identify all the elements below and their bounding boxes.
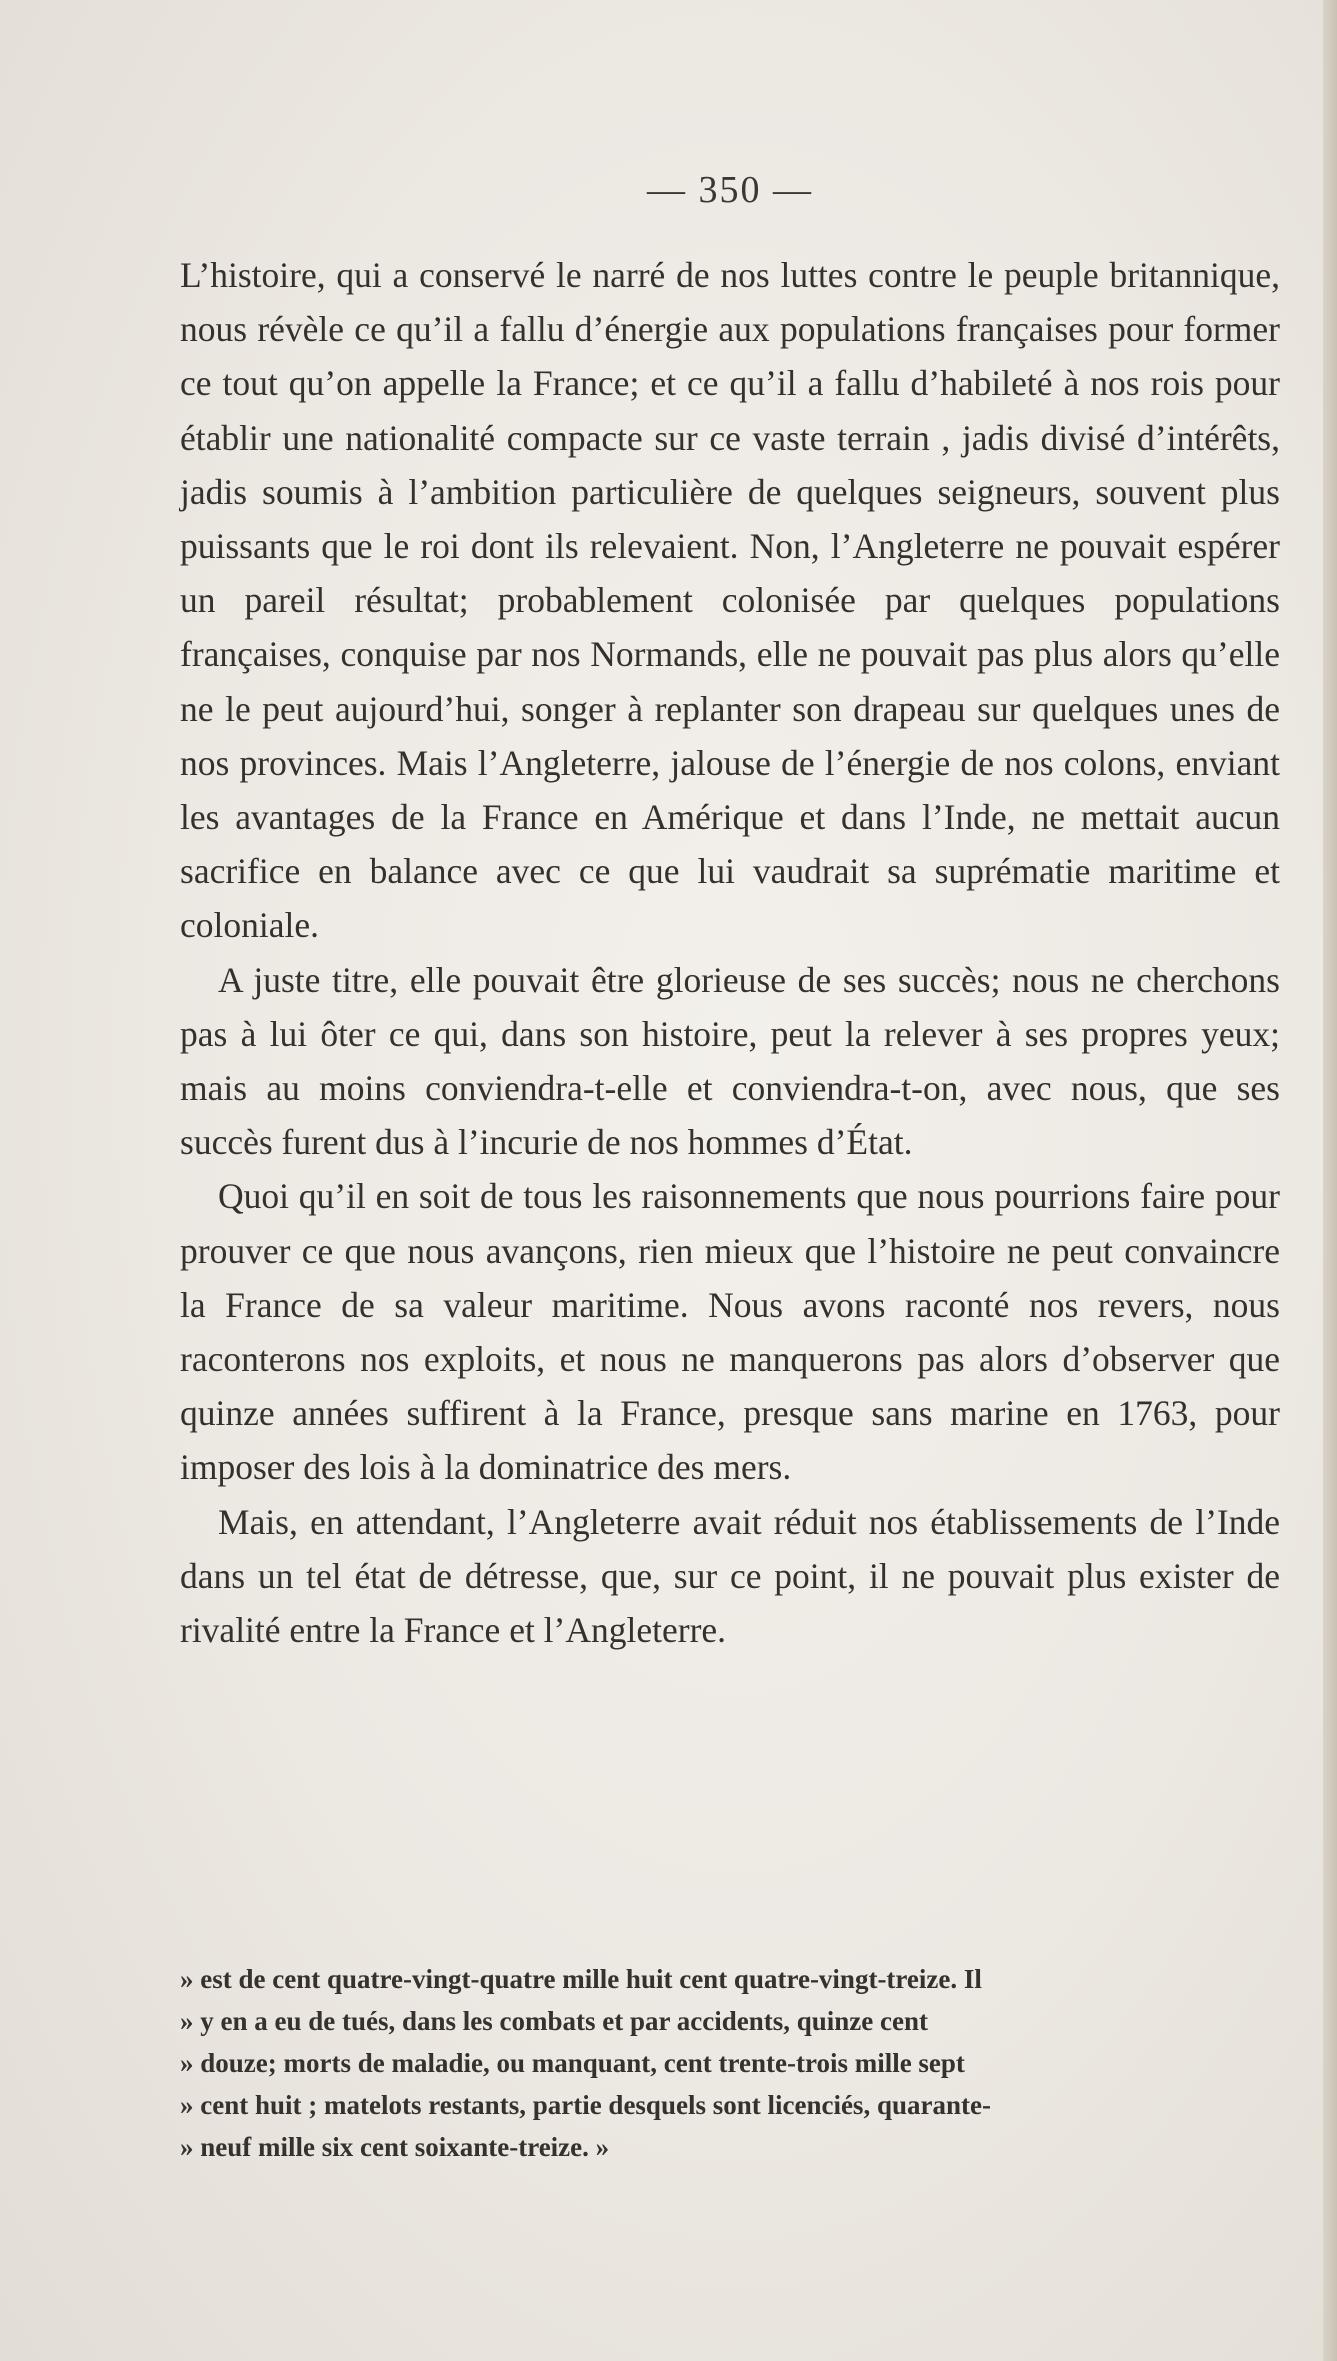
paragraph-1: L’histoire, qui a conservé le narré de nos luttes contre le peuple britannique, nous révèle ce qu’il a fallu d’énergie aux populations françaises pour former ce tout qu’on appelle la France; et ce qu’il a fallu d’habileté à nos rois pour établir une nationalité compacte sur ce vaste terrain , jadis divisé d’intérêts, jadis soumis à l’ambition particulière de quelques seigneurs, souvent plus puissants que le roi dont ils relevaient. Non, l’Angleterre ne pouvait espérer un pareil résultat; probablement colonisée par quelques populations françaises, conquise par nos Normands, elle ne pouvait pas plus alors qu’elle ne le peut aujourd’hui, songer à replanter son drapeau sur quelques unes de nos provinces. Mais l’Angleterre, jalouse de l’énergie de nos colons, enviant les avantages de la France en Amérique et dans l’Inde, ne mettait aucun sacrifice en balance avec ce que lui vaudrait sa suprématie maritime et coloniale. bbox=[180, 255, 1280, 946]
paragraph-2: A juste titre, elle pouvait être glorieuse de ses succès; nous ne cherchons pas à lui ôter ce qui, dans son histoire, peut la relever à ses propres yeux; mais au moins conviendra-t-elle et conviendra-t-on, avec nous, que ses succès furent dus à l’incurie de nos hommes d’État. bbox=[180, 959, 1280, 1163]
footnote-line: » neuf mille six cent soixante-treize. » bbox=[180, 2132, 610, 2162]
paragraph-4: Mais, en attendant, l’Angleterre avait réduit nos établissements de l’Inde dans un tel état de détresse, que, sur ce point, il ne pouvait plus exister de rivalité entre la France et l’Angleterre. bbox=[180, 1501, 1280, 1651]
page-edge bbox=[1323, 0, 1337, 2361]
footnote bbox=[180, 1958, 1280, 2168]
body-text bbox=[180, 248, 1280, 1657]
footnote-line: » y en a eu de tués, dans les combats et par accidents, quinze cent bbox=[180, 2006, 928, 2036]
paragraph-3: Quoi qu’il en soit de tous les raisonnements que nous pourrions faire pour prouver ce que nous avançons, rien mieux que l’histoire ne peut convaincre la France de sa valeur maritime. Nous avons raconté nos revers, nous raconterons nos exploits, et nous ne manquerons pas alors d’observer que quinze années suffirent à la France, presque sans marine en 1763, pour imposer des lois à la dominatrice des mers. bbox=[180, 1176, 1280, 1488]
page-number: — 350 — bbox=[647, 169, 813, 211]
footnote-line: » cent huit ; matelots restants, partie desquels sont licenciés, quarante- bbox=[180, 2090, 991, 2120]
footnote-line: » douze; morts de maladie, ou manquant, cent trente-trois mille sept bbox=[180, 2048, 965, 2078]
footnote-line: » est de cent quatre-vingt-quatre mille huit cent quatre-vingt-treize. Il bbox=[180, 1964, 982, 1994]
